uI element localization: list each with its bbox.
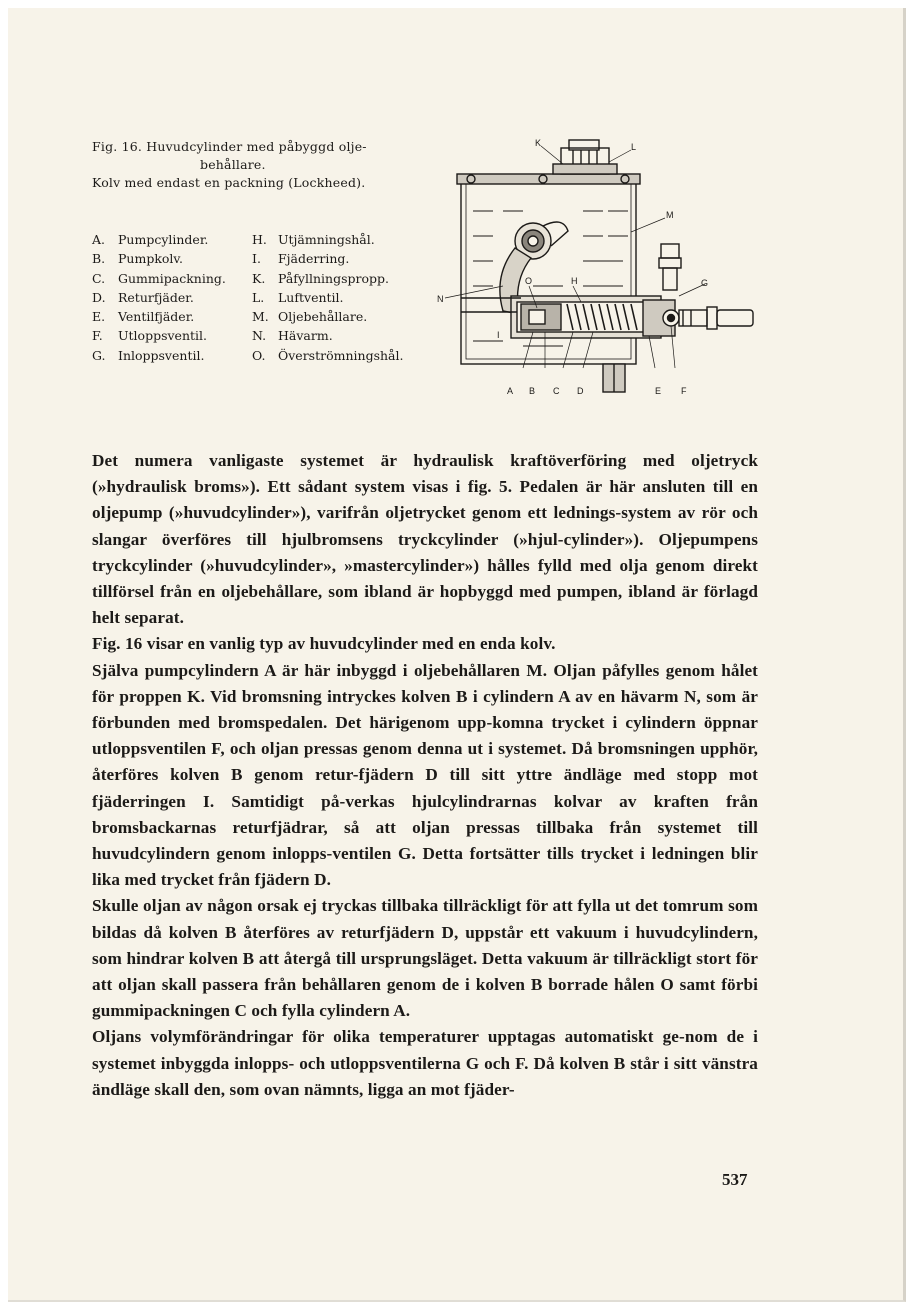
page-number: 537	[722, 1170, 748, 1189]
caption-line: behållare.	[200, 157, 266, 172]
label-I: I	[497, 330, 500, 340]
legend-item: C. Gummipackning.	[92, 270, 226, 286]
legend-item: E. Ventilfjäder.	[92, 309, 195, 325]
master-cylinder-diagram	[433, 136, 763, 406]
label-F: F	[681, 386, 687, 396]
label-K: K	[535, 138, 542, 148]
legend-column-left	[92, 230, 252, 365]
label-H: H	[571, 276, 578, 286]
legend-item: D. Returfjäder.	[92, 289, 194, 305]
paragraph: Själva pumpcylindern A är här inbyggd i oljebehållaren M. Oljan påfylles genom hålet för proppen K. Vid bromsning intryckes kolven B i cylindern A av en hävarm N, som är förbunden med bromspedalen. Det härigenom upp-komna trycket i cylindern öppnar utloppsventilen F, och oljan pressas genom denna ut i systemet. Då bromsningen upphör, återföres kolven B genom retur-fjädern D till sitt yttre ändläge med stopp mot fjäderringen I. Samtidigt på-verkas hjulcylindrarnas kolvar av kraften från bromsbackarnas returfjädrar, så att oljan pressas tillbaka från systemet till huvudcylindern genom inlopps-ventilen G. Detta fortsätter tills trycket i ledningen blir lika med trycket från fjädern D.	[92, 660, 758, 890]
body-text	[92, 448, 758, 1103]
legend-item: F. Utloppsventil.	[92, 328, 208, 344]
label-E: E	[655, 386, 662, 396]
label-G: G	[701, 278, 709, 288]
legend-item: O. Överströmningshål.	[252, 347, 404, 363]
figure-caption	[92, 138, 432, 192]
label-O: O	[525, 276, 533, 286]
legend-item: A. Pumpcylinder.	[92, 232, 209, 247]
legend-item: N. Hävarm.	[252, 328, 333, 344]
book-page	[8, 8, 906, 1302]
label-C: C	[553, 386, 560, 396]
label-D: D	[577, 386, 584, 396]
legend-item: I. Fjäderring.	[252, 251, 350, 267]
legend-item: M. Oljebehållare.	[252, 309, 368, 325]
paragraph: Det numera vanligaste systemet är hydraulisk kraftöverföring med oljetryck (»hydraulisk broms»). Ett sådant system visas i fig. 5. Pedalen är här ansluten till en oljepump (»huvudcylinder»), varifrån oljetrycket genom ett lednings-system av rör och slangar överföres till hjulbromsens tryckcylinder (»hjul-cylinder»). Oljepumpens tryckcylinder (»huvudcylinder», »mastercylinder») hålles fylld med olja genom direkt tillförsel från en oljebehållare, som ibland är hopbyggd med pumpen, ibland är förlagd helt separat.	[92, 451, 758, 628]
paragraph: Oljans volymförändringar för olika temperaturer upptagas automatiskt ge-nom de i systemet inbyggda inlopps- och utloppsventilerna G och F. Då kolven B står i sitt vänstra ändläge skall den, som ovan nämnts, ligga an mot fjäder-	[92, 1027, 758, 1099]
paragraph: Skulle oljan av någon orsak ej tryckas tillbaka tillräckligt för att fylla ut det tomrum som bildas då kolven B återföres av returfjädern D, uppstår ett vakuum i huvudcylindern, som hindrar kolven B att återgå till ursprungsläget. Detta vakuum är tillräckligt stort för att oljan skall passera från behållaren genom de i kolven B borrade hålen O samt förbi gummipackningen C och fylla cylindern A.	[92, 896, 758, 1021]
label-B: B	[529, 386, 536, 396]
label-N: N	[437, 294, 444, 304]
label-L: L	[631, 142, 637, 152]
legend-item: K. Påfyllningspropp.	[252, 270, 389, 286]
label-M: M	[666, 210, 674, 220]
legend-item: L. Luftventil.	[252, 289, 344, 305]
paragraph: Fig. 16 visar en vanlig typ av huvudcylinder med en enda kolv.	[92, 634, 556, 654]
legend-item: H. Utjämningshål.	[252, 232, 375, 247]
caption-line: Kolv med endast en packning (Lockheed).	[92, 175, 366, 190]
label-A: A	[507, 386, 514, 396]
legend-item: B. Pumpkolv.	[92, 251, 183, 267]
caption-line: Fig. 16. Huvudcylinder med påbyggd olje-	[92, 139, 367, 154]
figure-legend	[92, 230, 432, 365]
legend-column-right	[252, 230, 432, 365]
legend-item: G. Inloppsventil.	[92, 347, 205, 363]
